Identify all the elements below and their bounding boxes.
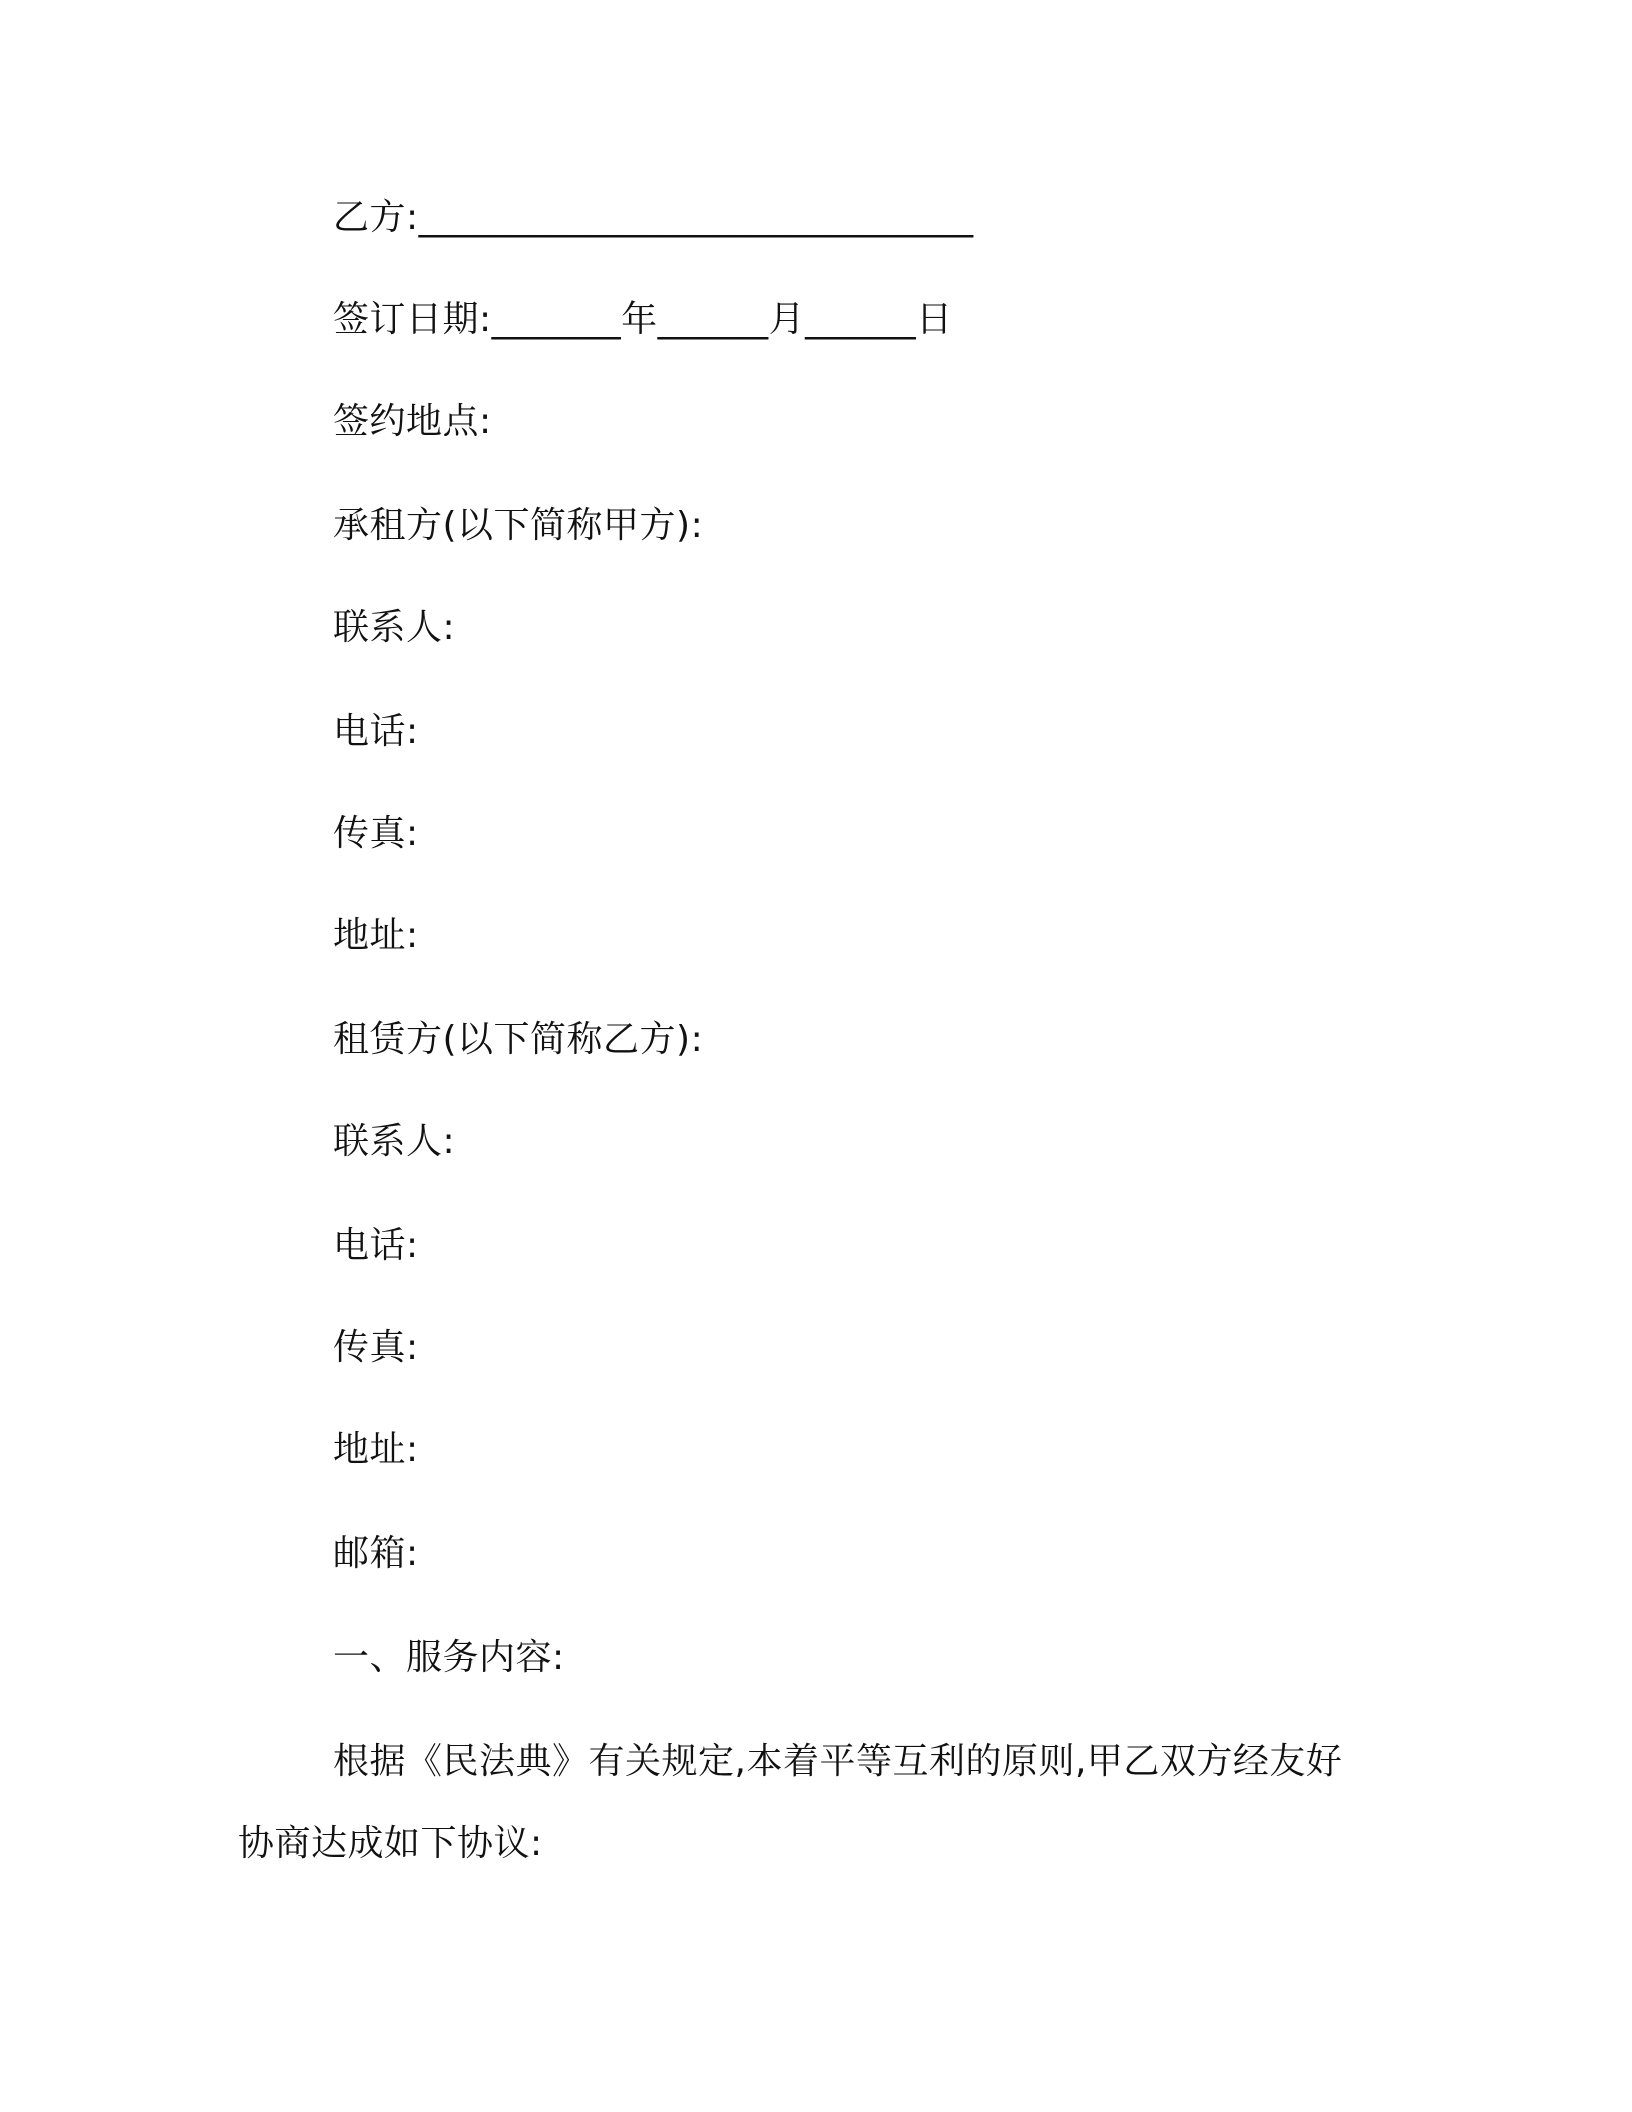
lessee-fax-line: 传真: [333, 813, 419, 854]
lessee-heading: 承租方(以下简称甲方): [333, 505, 704, 546]
lessee-address-line: 地址: [333, 915, 419, 956]
lessee-phone-line: 电话: [333, 711, 419, 752]
lessor-email-line: 邮箱: [333, 1533, 419, 1574]
section-service-content-heading: 一、服务内容: [333, 1637, 565, 1678]
lessor-heading: 租赁方(以下简称乙方): [333, 1019, 704, 1060]
lessee-contact-line: 联系人: [333, 607, 456, 648]
signing-location-line: 签约地点: [333, 401, 492, 442]
lessor-address-line: 地址: [333, 1429, 419, 1470]
agreement-paragraph-line-1: 根据《民法典》有关规定,本着平等互利的原则,甲乙双方经友好 [333, 1741, 1343, 1782]
lessor-fax-line: 传真: [333, 1327, 419, 1368]
agreement-paragraph-line-2: 协商达成如下协议: [238, 1823, 543, 1864]
lessor-contact-line: 联系人: [333, 1121, 456, 1162]
signing-date-line: 签订日期:_______年______月______日 [333, 299, 953, 340]
party-b-signature-line: 乙方:______________________________ [333, 197, 974, 238]
lessor-phone-line: 电话: [333, 1225, 419, 1266]
